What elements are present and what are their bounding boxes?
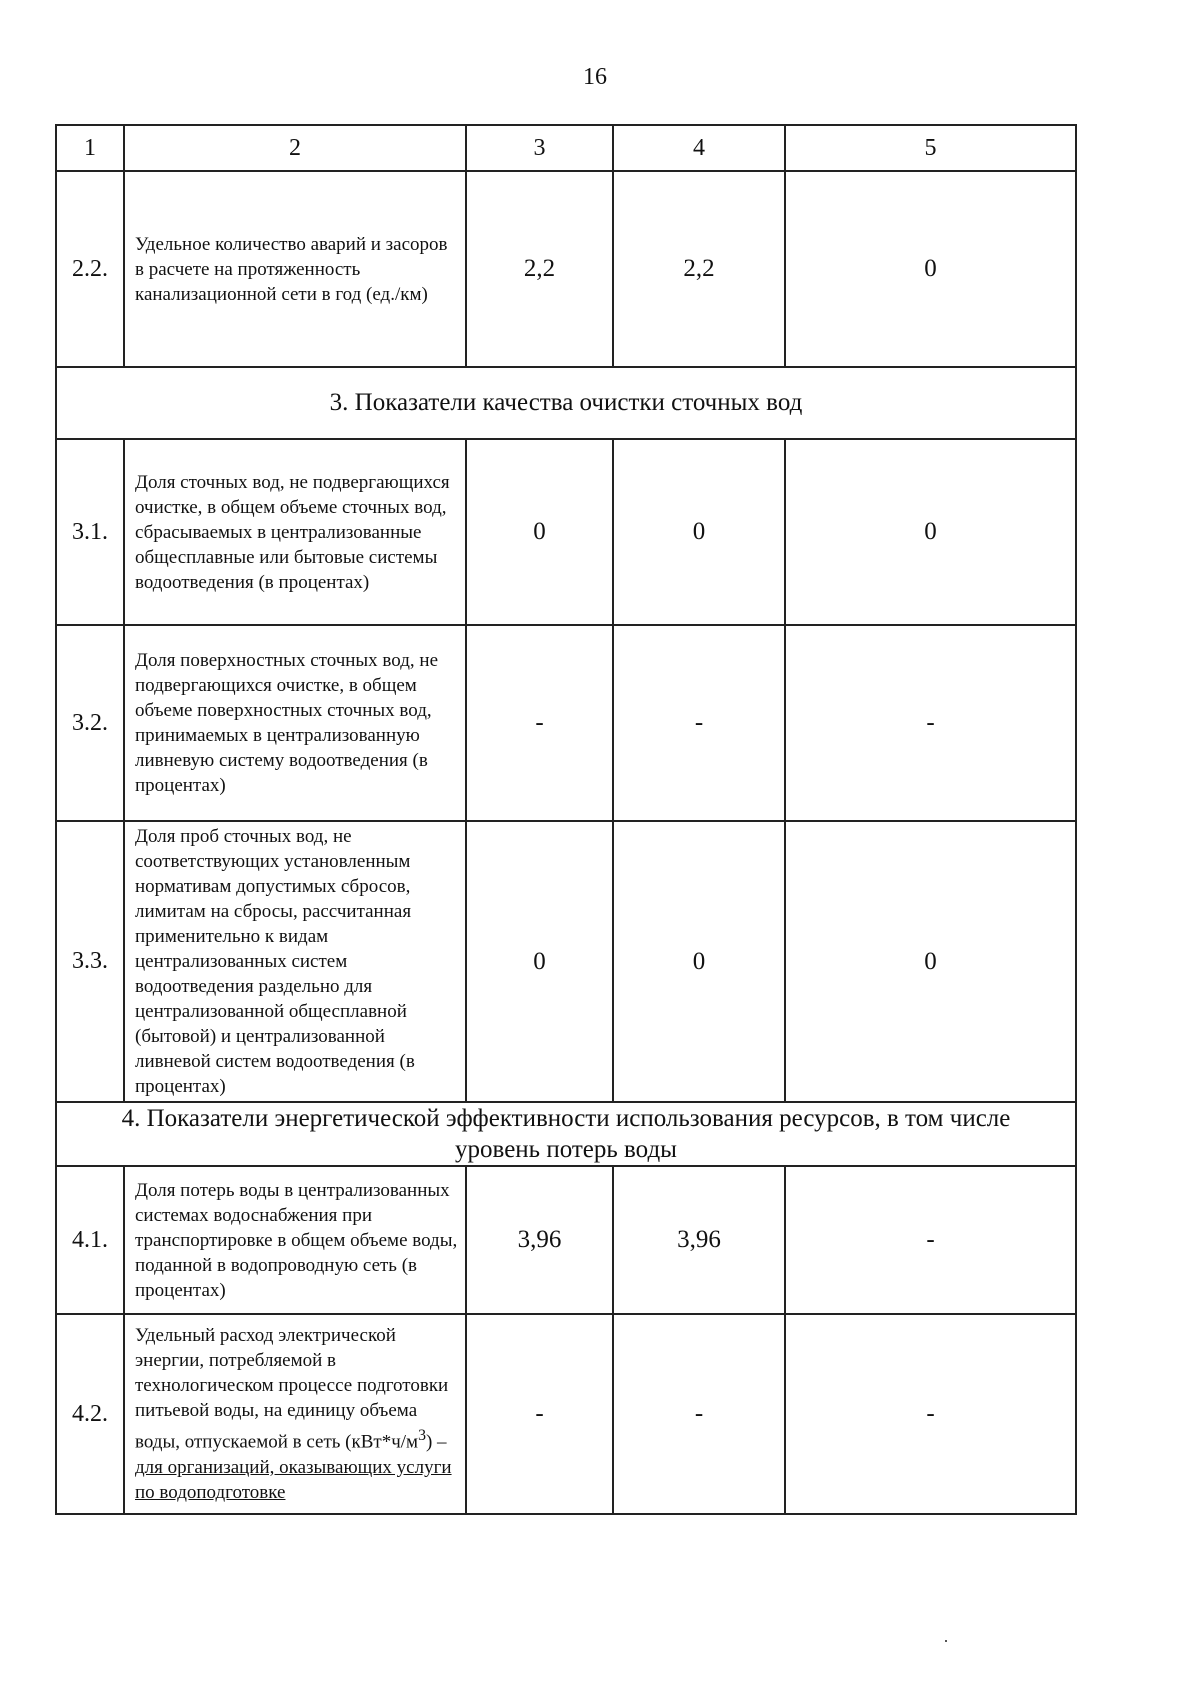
table-row — [56, 625, 1076, 821]
value-col-5: - — [785, 1166, 1076, 1314]
value-col-3: - — [466, 625, 613, 821]
header-col-1: 1 — [56, 125, 124, 171]
row-description-underlined: для организаций, оказывающих услуги по водоподготовке — [135, 1456, 452, 1503]
value-col-4: 0 — [613, 821, 785, 1102]
row-description — [124, 1314, 466, 1514]
value-col-5: - — [785, 1314, 1076, 1514]
indicators-table — [55, 124, 1077, 1515]
value-col-3: 0 — [466, 821, 613, 1102]
section-heading-3: 3. Показатели качества очистки сточных вод — [56, 367, 1076, 439]
table-row — [56, 171, 1076, 367]
value-col-3: - — [466, 1314, 613, 1514]
row-description: Доля потерь воды в централизованных системах водоснабжения при транспортировке в общем объеме воды, поданной в водопроводную сеть (в процентах) — [124, 1166, 466, 1314]
row-number: 2.2. — [56, 171, 124, 367]
value-col-5: - — [785, 625, 1076, 821]
row-description: Удельное количество аварий и засоров в расчете на протяженность канализационной сети в год (ед./км) — [124, 171, 466, 367]
row-number: 4.1. — [56, 1166, 124, 1314]
scan-speck — [945, 1640, 947, 1642]
value-col-5: 0 — [785, 171, 1076, 367]
header-col-5: 5 — [785, 125, 1076, 171]
section-heading-4: 4. Показатели энергетической эффективности использования ресурсов, в том числе уровень потерь воды — [56, 1102, 1076, 1166]
row-description: Доля сточных вод, не подвергающихся очистке, в общем объеме сточных вод, сбрасываемых в централизованные общесплавные или бытовые системы водоотведения (в процентах) — [124, 439, 466, 625]
row-number: 3.3. — [56, 821, 124, 1102]
row-description-superscript: 3 — [418, 1427, 426, 1445]
header-col-3: 3 — [466, 125, 613, 171]
value-col-5: 0 — [785, 821, 1076, 1102]
row-number: 4.2. — [56, 1314, 124, 1514]
table-row — [56, 821, 1076, 1102]
table-row — [56, 1166, 1076, 1314]
row-description: Доля поверхностных сточных вод, не подвергающихся очистке, в общем объеме поверхностных сточных вод, принимаемых в централизованную ливневую систему водоотведения (в процентах) — [124, 625, 466, 821]
row-number: 3.2. — [56, 625, 124, 821]
row-description-main: Удельный расход электрической энергии, потребляемой в технологическом процессе подготовки питьевой воды, на единицу объема воды, отпускаемой в сеть (кВт*ч/м — [135, 1325, 449, 1453]
value-col-5: 0 — [785, 439, 1076, 625]
value-col-4: 2,2 — [613, 171, 785, 367]
header-col-4: 4 — [613, 125, 785, 171]
section-row — [56, 367, 1076, 439]
value-col-3: 2,2 — [466, 171, 613, 367]
table-row — [56, 1314, 1076, 1514]
value-col-4: 3,96 — [613, 1166, 785, 1314]
row-number: 3.1. — [56, 439, 124, 625]
section-row — [56, 1102, 1076, 1166]
value-col-3: 0 — [466, 439, 613, 625]
page-number: 16 — [583, 64, 607, 90]
table-header-row — [56, 125, 1076, 171]
value-col-4: 0 — [613, 439, 785, 625]
header-col-2: 2 — [124, 125, 466, 171]
value-col-3: 3,96 — [466, 1166, 613, 1314]
value-col-4: - — [613, 625, 785, 821]
row-description: Доля проб сточных вод, не соответствующих установленным нормативам допустимых сбросов, лимитам на сбросы, рассчитанная применительно к видам централизованных систем водоотведения раздельно для централизованной общесплавной (бытовой) и централизованной ливневой систем водоотведения (в процентах) — [124, 821, 466, 1102]
row-description-dash: ) – — [425, 1431, 447, 1453]
value-col-4: - — [613, 1314, 785, 1514]
table-row — [56, 439, 1076, 625]
